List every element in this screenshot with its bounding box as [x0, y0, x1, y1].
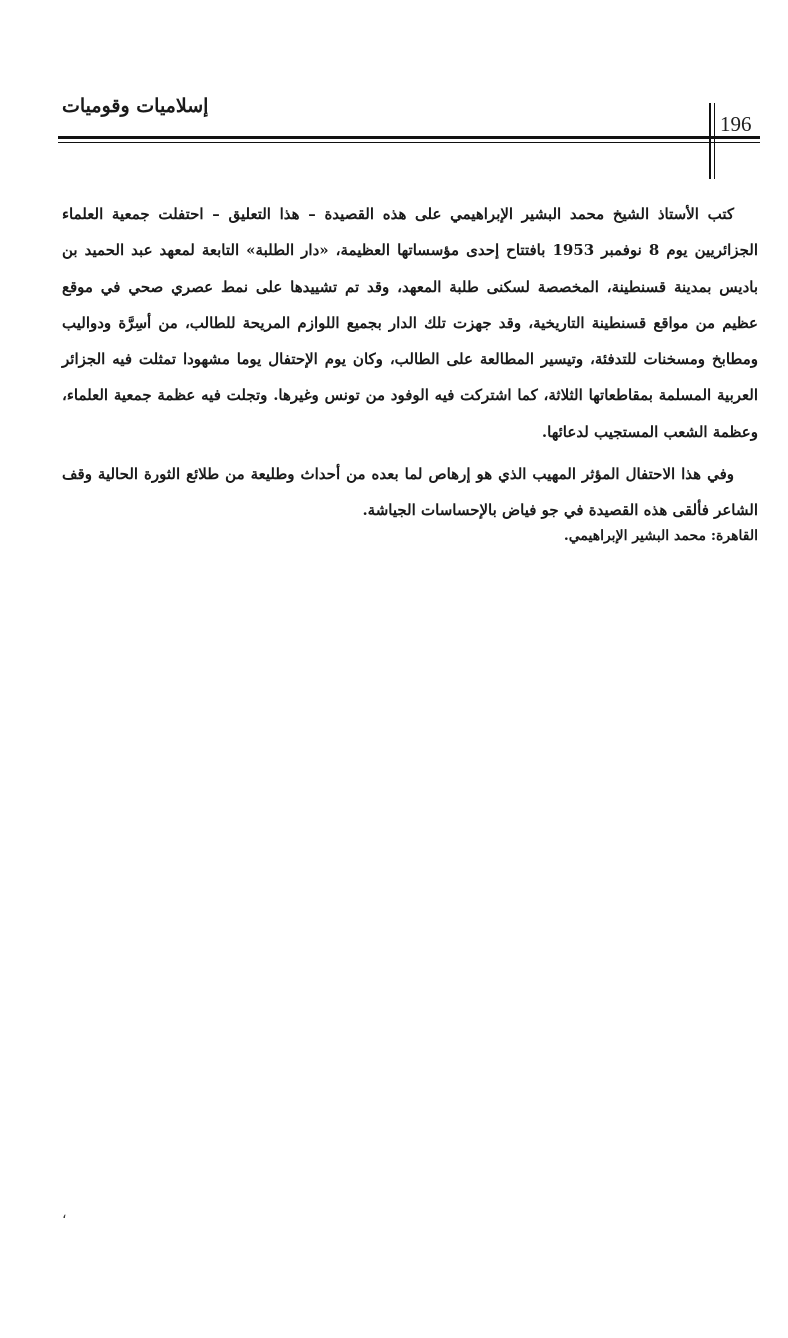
main-text: [62, 196, 758, 529]
header-vertical-rule-thin: [714, 103, 715, 179]
header-rule-thick: [58, 136, 760, 139]
page-number: 196: [720, 112, 752, 136]
stray-mark: ،: [62, 1206, 67, 1222]
header-vertical-rule: [709, 103, 711, 179]
paragraph-1: كتب الأستاذ الشيخ محمد البشير الإبراهيمي على هذه القصيدة – هذا التعليق – احتفلت جمعية العلماء الجزائريين يوم 8 نوفمبر 1953 بافتتاح إحدى مؤسساتها العظيمة، «دار الطلبة» التابعة لمعهد عبد الحميد بن باديس بمدينة قسنطينة، المخصصة لسكنى طلبة المعهد، وقد تم تشييدها على نمط عصري صحي في موقع عظيم من مواقع قسنطينة التاريخية، وقد جهزت تلك الدار بجميع اللوازم المريحة للطالب، من أسِرَّة ودواليب ومطابخ ومسخنات للتدفئة، وتيسير المطالعة على الطالب، وكان يوم الإحتفال يوما مشهودا تمثلت فيه الجزائر العربية المسلمة بمقاطعاتها الثلاثة، كما اشتركت فيه الوفود من تونس وغيرها. وتجلت فيه عظمة جمعية العلماء، وعظمة الشعب المستجيب لدعائها.: [62, 205, 759, 441]
signature-line: القاهرة: محمد البشير الإبراهيمي.: [563, 528, 758, 544]
running-title: إسلاميات وقوميات: [62, 95, 209, 117]
paragraph-2: وفي هذا الاحتفال المؤثر المهيب الذي هو إرهاص لما بعده من أحداث وطليعة من طلائع الثورة الحالية وقف الشاعر فألقى هذه القصيدة في جو فياض بالإحساسات الجياشة.: [62, 465, 758, 520]
header-rule-thin: [58, 142, 760, 143]
